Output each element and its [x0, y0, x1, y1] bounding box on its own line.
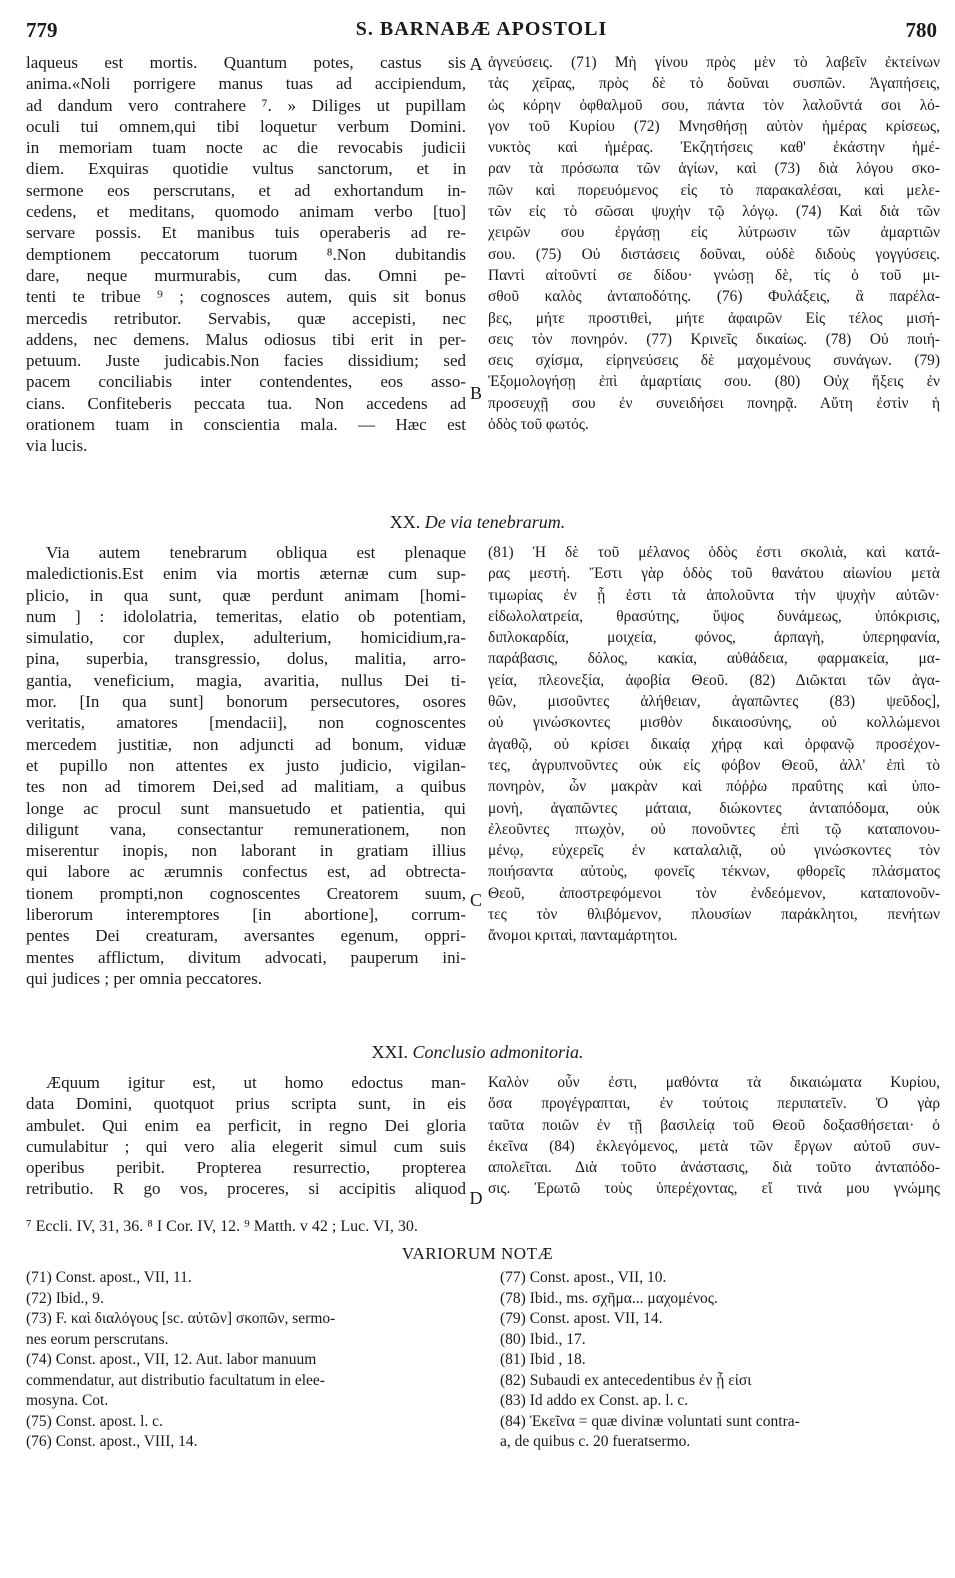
- section3-greek-column: [488, 1072, 940, 1200]
- text-line: pina, superbia, transgressio, dolus, malitia, arro-: [26, 649, 466, 669]
- text-line: προσευχῇ σου ἐν συνειδήσει πονηρᾷ. Αὕτη ἐστὶν ἡ: [488, 394, 940, 412]
- text-line: πονηρὸν, ὧν μακρὰν καὶ πόῤῥω πραΰτης καὶ ὑπο-: [488, 778, 940, 796]
- page-number-left: 779: [26, 18, 58, 42]
- text-line: σεις σχίσμα, εἰρηνεύσεις δὲ μαχομένους συνάγων. (79): [488, 352, 940, 370]
- text-line: ad dandum vero contrahere ⁷. » Diliges ut pupillam: [26, 95, 466, 115]
- text-line: tes non ad timorem Dei,sed ad malitiam, a quibus: [26, 777, 466, 797]
- section-heading-xxi: [0, 1042, 955, 1063]
- text-line: ἐλεοῦντες πτωχὸν, οὐ πονοῦντες ἐπὶ τῷ καταπονου-: [488, 820, 940, 838]
- text-line: (72) Ibid., 9.: [26, 1289, 104, 1307]
- text-line: εἰδωλολατρεία, θρασύτης, ὕψος δυνάμεως, ὑπόκρισις,: [488, 607, 940, 625]
- text-line: (81) Ἡ δὲ τοῦ μέλανος ὁδὸς ἐστι σκολιὰ, καὶ κατά-: [488, 544, 940, 561]
- text-line: qui judices ; per omnia peccatores.: [26, 968, 263, 988]
- text-line: μένῳ, εὐχερεῖς ἐν καταλαλιᾷ, οὐ γινώσκοντες τὸν: [488, 842, 940, 860]
- text-line: πῶν καὶ πορευόμενος εἰς τὸ παρακαλέσαι, καὶ μελε-: [488, 181, 940, 199]
- text-line: Æquum igitur est, ut homo edoctus man-: [46, 1073, 466, 1092]
- variorum-notes-title: VARIORUM NOTÆ: [401, 1244, 554, 1263]
- text-line: (73) F. καὶ διαλόγους [sc. αὐτῶν] σκοπῶν, sermo-: [26, 1310, 336, 1327]
- scripture-footnotes: ⁷ Eccli. IV, 31, 36. ⁸ I Cor. IV, 12. ⁹ Matth. v 42 ; Luc. VI, 30.: [26, 1218, 418, 1235]
- text-line: θῶν, μισοῦντες ἀλήθειαν, ἀγαπῶντες (83) ψεῦδος],: [488, 693, 940, 711]
- text-line: σου. (75) Οὐ διστάσεις δοῦναι, οὐδὲ διδοὺς γογγύσεις.: [488, 245, 940, 263]
- section2-latin-column: [26, 542, 466, 989]
- text-line: (77) Const. apost., VII, 10.: [500, 1269, 667, 1286]
- text-line: gantia, veneficium, magia, avaritia, nullus Dei ti-: [26, 670, 466, 690]
- text-line: mor. [In qua sunt] bonorum persecutores, osores: [26, 692, 466, 712]
- margin-marker-b: B: [469, 383, 482, 403]
- text-line: et pupillo non attentes ex justo judicio, vigilan-: [26, 755, 466, 775]
- margin-marker-c: C: [469, 890, 482, 910]
- text-line: simulatio, cor duplex, adulterium, homicidium,ra-: [26, 628, 466, 648]
- text-line: τες τὸν θλιβόμενον, πλουσίων παράκλητοι, πενήτων: [488, 906, 940, 924]
- text-line: τες, ἀγρυπνοῦντες οὐκ εἰς φόβον Θεοῦ, ἀλλ' ἐπὶ τὸ: [488, 756, 940, 774]
- text-line: diligunt vana, consectantur remunerationem, non: [26, 819, 466, 839]
- text-line: ὁδὸς τοῦ φωτός.: [488, 416, 589, 434]
- section-heading-number: XXI.: [371, 1042, 408, 1062]
- variorum-notes-right: [500, 1268, 940, 1453]
- text-line: cumulabitur ; qui vero alia elegerit simul cum suis: [26, 1136, 466, 1156]
- text-line: (74) Const. apost., VII, 12. Aut. labor manuum: [26, 1351, 317, 1368]
- text-line: laqueus est mortis. Quantum potes, castus sis: [26, 53, 466, 72]
- section-heading-title: Conclusio admonitoria.: [412, 1042, 584, 1062]
- text-line: (82) Subaudi ex antecedentibus ἐν ᾗ εἰσι: [500, 1371, 752, 1389]
- text-line: ταῦτα ποιῶν ἐν τῇ βασιλείᾳ τοῦ Θεοῦ δοξασθήσεται· ὁ: [488, 1116, 940, 1134]
- text-line: (83) Id addo ex Const. ap. l. c.: [500, 1392, 689, 1409]
- text-line: Via autem tenebrarum obliqua est plenaque: [46, 543, 466, 562]
- text-line: γον τοῦ Κυρίου (72) Μνησθήσῃ αὐτὸν ἡμέρας κρίσεως,: [488, 117, 940, 135]
- text-line: retributio. R go vos, proceres, si accipitis aliquod: [26, 1179, 466, 1199]
- text-line: mentes afflictum, divitum advocati, pauperum ini-: [26, 947, 466, 967]
- text-line: ὅσα προγέγραπται, ἐν τούτοις περιπατεῖν. Ὁ γὰρ: [488, 1095, 940, 1113]
- text-line: num ] : idololatria, temeritas, elatio ob potentiam,: [26, 606, 466, 626]
- text-line: τὰς χεῖρας, πρὸς δὲ τὸ δοῦναι συσπῶν. Ἀγαπήσεις,: [488, 75, 940, 93]
- text-line: dare, neque murmurabis, cum das. Omni pe-: [26, 265, 466, 285]
- text-line: νυκτὸς καὶ ἡμέρας. Ἐκζητήσεις καθ' ἑκάστην ἡμέ-: [488, 139, 940, 157]
- text-line: Θεοῦ, ἀποστρεφόμενοι τὸν ἐνδεόμενον, καταπονοῦν-: [488, 884, 940, 902]
- text-line: διπλοκαρδία, μοιχεία, φόνος, ἁρπαγὴ, ὑπερηφανία,: [488, 629, 940, 647]
- text-line: Παντὶ αἰτοῦντί σε δίδου· γνώσῃ δὲ, τίς ὁ τοῦ μι-: [488, 266, 940, 284]
- section1-latin-column: [26, 52, 466, 457]
- text-line: ἐκεῖνα (84) ἐκλεγόμενος, μετὰ τῶν ἔργων αὐτοῦ συν-: [488, 1137, 940, 1155]
- text-line: servare possis. Et manibus tuis operaberis ad re-: [26, 223, 466, 243]
- text-line: orationem tuam in conscientia mala. — Hæc est: [26, 415, 466, 435]
- text-line: παράβασις, δόλος, κακία, αὐθάδεια, φαρμακεία, μα-: [488, 650, 940, 668]
- text-line: liberorum interemptores [in abortione], corrum-: [26, 905, 466, 925]
- text-line: ραν τὰ πρόσωπα τῶν ἁγίων, καὶ (73) διὰ λόγου σκο-: [488, 160, 940, 178]
- text-line: σεις τὸν πονηρόν. (77) Κρινεῖς δικαίως. (78) Οὐ ποιή-: [488, 330, 940, 348]
- text-line: ἀγαθῷ, οὐ κρίσει δικαίᾳ χήρᾳ καὶ ὀρφανῷ προσέχον-: [488, 735, 940, 753]
- margin-marker-d: D: [469, 1188, 483, 1208]
- text-line: ρας μεστή. Ἔστι γὰρ ὁδὸς τοῦ θανάτου αἰωνίου μετὰ: [488, 565, 940, 583]
- text-line: via lucis.: [26, 436, 88, 456]
- text-line: γεία, πλεονεξία, ἀφοβία Θεοῦ. (82) Διῶκται τῶν ἀγα-: [488, 671, 940, 689]
- text-line: addens, nec demens. Malus odiosus tibi erit in per-: [26, 329, 466, 349]
- text-line: commendatur, aut distributio facultatum in elee-: [26, 1371, 325, 1389]
- text-line: ambulet. Qui enim ea perficit, in regno Dei gloria: [26, 1115, 466, 1135]
- text-line: nes eorum perscrutans.: [26, 1330, 169, 1348]
- text-line: oculi tui omnem,qui tibi loquetur verbum Domini.: [26, 116, 466, 136]
- text-line: σις. Ἐρωτῶ τοὺς ὑπερέχοντας, εἴ τινά μου γνώμης: [488, 1180, 940, 1198]
- margin-marker-a: A: [469, 54, 483, 74]
- text-line: pentes Dei creaturam, aversantes egenum, oppri-: [26, 926, 466, 946]
- text-line: (71) Const. apost., VII, 11.: [26, 1269, 192, 1286]
- text-line: cians. Confiteberis peccata tua. Non accedens ad: [26, 393, 466, 413]
- text-line: οὐ γινώσκοντες μισθὸν δικαιοσύνης, οὐ κολλώμενοι: [488, 714, 940, 732]
- text-line: (78) Ibid., ms. σχῆμα... μαχομένος.: [500, 1289, 718, 1307]
- section2-greek-column: [488, 542, 940, 947]
- text-line: petuum. Juste judicabis.Non facies dissidium; sed: [26, 351, 466, 371]
- text-line: anima.«Noli porrigere manus tuas ad accipiendum,: [26, 74, 466, 94]
- text-line: βες, μήτε προστιθεὶ, μήτε ἀφαιρῶν Εἰς τέλος μισή-: [488, 309, 940, 327]
- text-line: miserentur inopis, non laborant in gratiam illius: [26, 841, 466, 861]
- text-line: ποιήσαντα αὐτοὺς, φονεῖς τέκνων, φθορεῖς πλάσματος: [488, 863, 940, 881]
- text-line: diem. Exquiras quotidie vultus sanctorum, et in: [26, 159, 466, 179]
- section-heading-xx: [0, 512, 955, 533]
- section-heading-number: XX.: [389, 512, 421, 532]
- text-line: Καλὸν οὖν ἐστι, μαθόντα τὰ δικαιώματα Κυρίου,: [488, 1074, 940, 1091]
- text-line: ἁγνεύσεις. (71) Μὴ γίνου πρὸς μὲν τὸ λαβεῖν ἐκτείνων: [488, 54, 940, 71]
- text-line: plicio, in qua sunt, quæ perdunt animam [homi-: [26, 585, 466, 605]
- text-line: demptionem peccatorum tuorum ⁸.Non dubitandis: [26, 244, 466, 264]
- page-number-right: 780: [905, 18, 937, 42]
- text-line: (80) Ibid., 17.: [500, 1330, 586, 1348]
- variorum-notes-left: [26, 1268, 466, 1453]
- text-line: tionem prompti,non cognoscentes Creatorem suum,: [26, 883, 466, 903]
- text-line: maledictionis.Est enim via mortis æternæ cum sup-: [26, 564, 466, 584]
- text-line: veritatis, amatores [mendacii], non cognoscentes: [26, 713, 466, 733]
- text-line: pacem conciliabis inter contendentes, eos asso-: [26, 372, 466, 392]
- text-line: τῶν εἰς τὸ σῶσαι ψυχὴν τῷ λόγῳ. (74) Καὶ διὰ τῶν: [488, 203, 940, 221]
- text-line: mercedis retributor. Servabis, quæ accepisti, nec: [26, 308, 466, 328]
- text-line: μονὴ, ἀγαπῶντες μάταια, διώκοντες ἀνταπόδομα, οὐκ: [488, 799, 940, 817]
- section3-latin-column: [26, 1072, 466, 1200]
- text-line: τιμωρίας ἐν ᾗ ἐστι τὰ ἀπολοῦντα τὴν ψυχὴν αὐτῶν·: [488, 586, 940, 604]
- text-line: ὡς κόρην ὀφθαλμοῦ σου, πάντα τὸν λαλοῦντά σοι λό-: [488, 96, 940, 114]
- text-line: σθοῦ καλὸς ἀνταποδότης. (76) Φυλάξεις, ἃ παρέλα-: [488, 288, 940, 306]
- text-line: qui labore ac ærumnis confectus est, ad obtrecta-: [26, 862, 466, 882]
- text-line: (75) Const. apost. l. c.: [26, 1412, 163, 1430]
- text-line: (81) Ibid , 18.: [500, 1351, 586, 1368]
- text-line: Ἐξομολογήσῃ ἐπὶ ἁμαρτίαις σου. (80) Οὐχ ἥξεις ἐν: [488, 373, 940, 391]
- text-line: (79) Const. apost. VII, 14.: [500, 1310, 663, 1327]
- text-line: operibus peribit. Propterea resurrectio, propterea: [26, 1158, 466, 1178]
- text-line: mercedem justitiæ, non adjuncti ad bonum, viduæ: [26, 734, 466, 754]
- text-line: mosyna. Cot.: [26, 1392, 109, 1409]
- text-line: longe ac procul sunt mansuetudo et patientia, qui: [26, 798, 466, 818]
- text-line: χειρῶν σου ἐργάσῃ εἰς λύτρωσιν τῶν ἁμαρτιῶν: [488, 224, 940, 242]
- text-line: tenti te tribue ⁹ ; cognosces autem, quis sit bonus: [26, 287, 466, 307]
- running-title: S. BARNABÆ APOSTOLI: [355, 18, 608, 40]
- section-heading-title: De via tenebrarum.: [424, 512, 566, 532]
- text-line: (84) Ἐκεῖνα = quæ divinæ voluntati sunt contra-: [500, 1412, 800, 1430]
- text-line: a, de quibus c. 20 fueratsermo.: [500, 1433, 691, 1450]
- text-line: απολεῖται. Διὰ τοῦτο ἀνάστασις, διὰ τοῦτο ἀνταπόδο-: [488, 1159, 940, 1177]
- running-header: [26, 18, 937, 44]
- text-line: cedens, et meditans, quomodo animam verbo [tuo]: [26, 202, 466, 222]
- text-line: in memoriam tuam nocte ac die revocabis judicii: [26, 138, 466, 158]
- text-line: ἄνομοι κριταὶ, πανταμάρτητοι.: [488, 927, 678, 945]
- section1-greek-column: [488, 52, 940, 435]
- text-line: (76) Const. apost., VIII, 14.: [26, 1433, 198, 1450]
- text-line: sermone eos perscrutans, et ad exhortandum in-: [26, 180, 466, 200]
- text-line: data Domini, quotquot prius scripta sunt, in eis: [26, 1094, 466, 1114]
